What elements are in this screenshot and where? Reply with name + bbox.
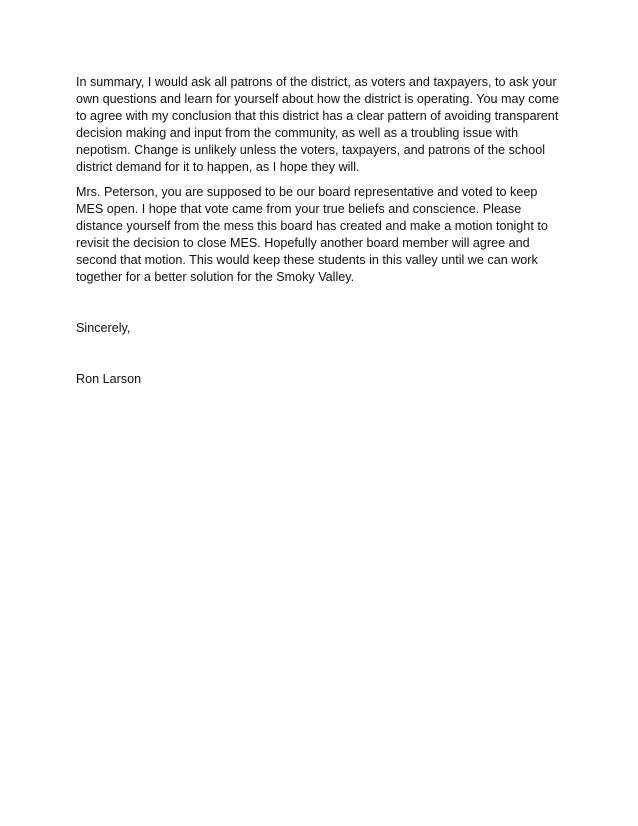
paragraph-line: In summary, I would ask all patrons of the district, as voters and taxpayers, to ask your [76,75,557,89]
paragraph-spacer [76,286,568,320]
paragraph-line: decision making and input from the community, as well as a troubling issue with [76,126,519,140]
paragraph-line: to agree with my conclusion that this district has a clear pattern of avoiding transparent [76,109,559,123]
paragraph-line: distance yourself from the mess this board has created and make a motion tonight to [76,219,548,233]
summary-paragraph [76,74,568,176]
paragraph-line: revisit the decision to close MES. Hopefully another board member will agree and [76,236,530,250]
paragraph-line: MES open. I hope that vote came from your true beliefs and conscience. Please [76,202,522,216]
paragraph-line: nepotism. Change is unlikely unless the voters, taxpayers, and patrons of the school [76,143,546,157]
paragraph-line: district demand for it to happen, as I hope they will. [76,160,360,174]
signature-name: Ron Larson [76,372,142,386]
letter-body [76,74,568,388]
paragraph-line: own questions and learn for yourself about how the district is operating. You may come [76,92,560,106]
closing-text: Sincerely, [76,321,131,335]
paragraph-line: together for a better solution for the Smoky Valley. [76,270,355,284]
paragraph-line: second that motion. This would keep these students in this valley until we can work [76,253,538,267]
signature-spacer [76,337,568,371]
closing-line [76,320,568,337]
paragraph-spacer [76,176,568,184]
paragraph-line: Mrs. Peterson, you are supposed to be our board representative and voted to keep [76,185,538,199]
signature-line [76,371,568,388]
appeal-paragraph [76,184,568,286]
